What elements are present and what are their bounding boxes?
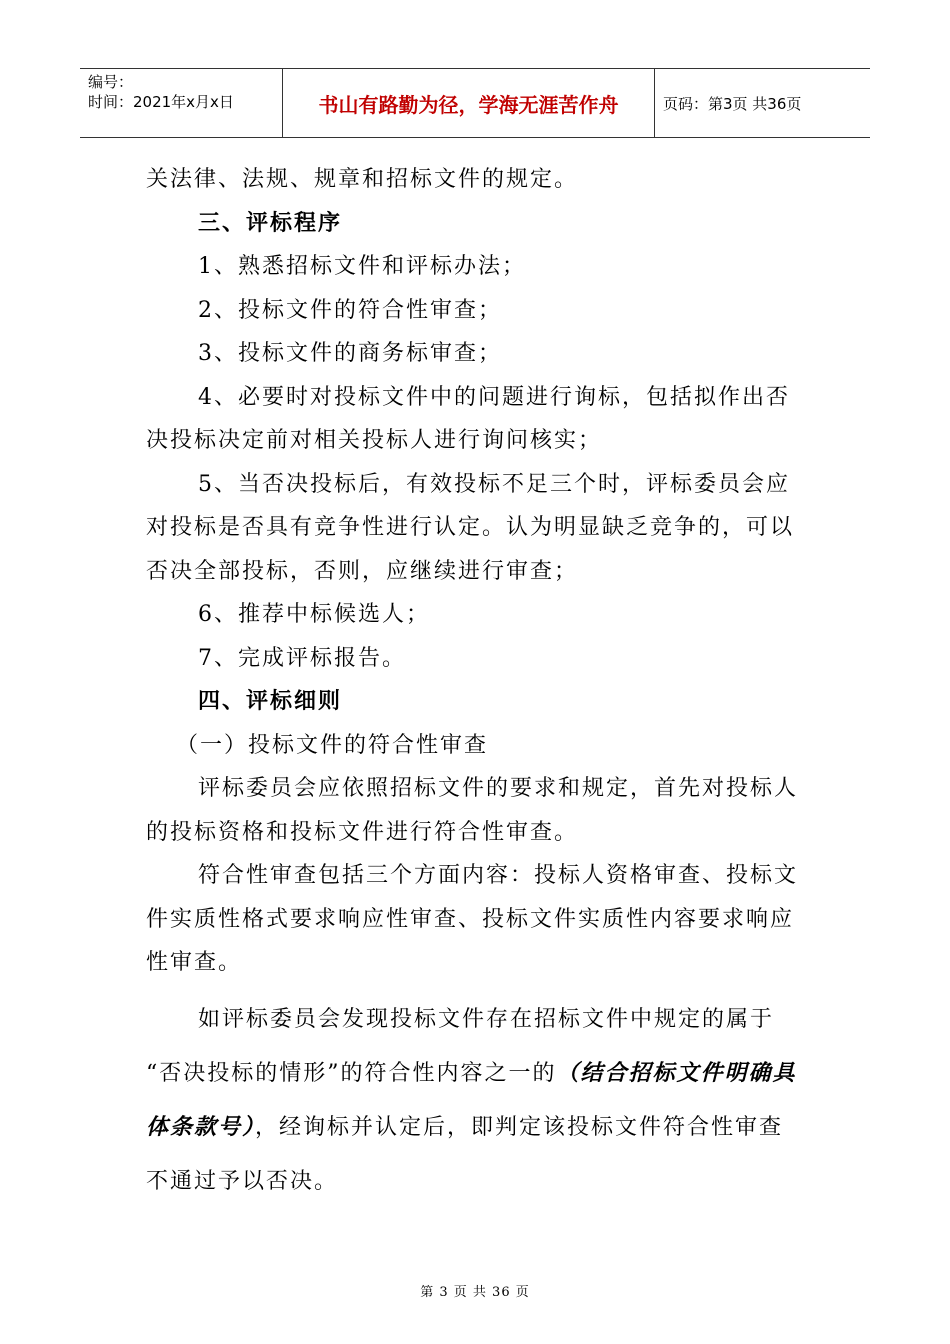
section-heading-evaluation-rules: 四、评标细则 [198,689,343,714]
header-meta-cell [80,69,283,137]
procedure-step: 7、完成评标报告。 [198,645,406,671]
paragraph-rejection-rule [146,993,806,1209]
document-number-label: 编号： [88,73,134,91]
procedure-step: 5、当否决投标后，有效投标不足三个时，评标委员会应对投标是否具有竞争性进行认定。认为明显缺乏竞争的，可以否决全部投标，否则，应继续进行审查； [146,471,795,584]
continuation-paragraph: 关法律、法规、规章和招标文件的规定。 [146,167,579,192]
header-motto: 书山有路勤为径，学海无涯苦作舟 [283,69,655,137]
procedure-step: 3、投标文件的商务标审查； [198,341,502,366]
procedure-step: 2、投标文件的符合性审查； [198,297,502,323]
section-heading-bid-evaluation-procedure: 三、评标程序 [198,210,343,236]
document-body [146,158,806,1209]
emphasis-note: （结合招标文件明确具体条款号） [146,1060,797,1140]
procedure-step: 4、必要时对投标文件中的问题进行询标，包括拟作出否决投标决定前对相关投标人进行询问核实； [146,384,790,453]
paragraph-text: 如评标委员会发现投标文件存在招标文件中规定的属于 “否决投标的情形”的符合性内容之一的 [146,1006,775,1086]
procedure-step: 1、熟悉招标文件和评标办法； [198,254,526,279]
page-footer: 第 3 页 共 36 页 [420,1285,530,1300]
paragraph: 评标委员会应依照招标文件的要求和规定，首先对投标人的投标资格和投标文件进行符合性审查。 [146,776,799,845]
procedure-step: 6、推荐中标候选人； [198,602,430,627]
paragraph-text: ，经询标并认定后，即判定该投标文件符合性审查不通过予以否决。 [146,1114,784,1194]
page-header [80,68,870,138]
paragraph: 符合性审查包括三个方面内容：投标人资格审查、投标文件实质性格式要求响应性审查、投标文件实质性内容要求响应性审查。 [146,863,799,975]
subsection-heading-conformity-review: （一）投标文件的符合性审查 [176,732,489,758]
document-date-label: 时间：2021年x月x日 [88,93,234,111]
header-page-info: 页码：第3页 共36页 [663,94,802,113]
